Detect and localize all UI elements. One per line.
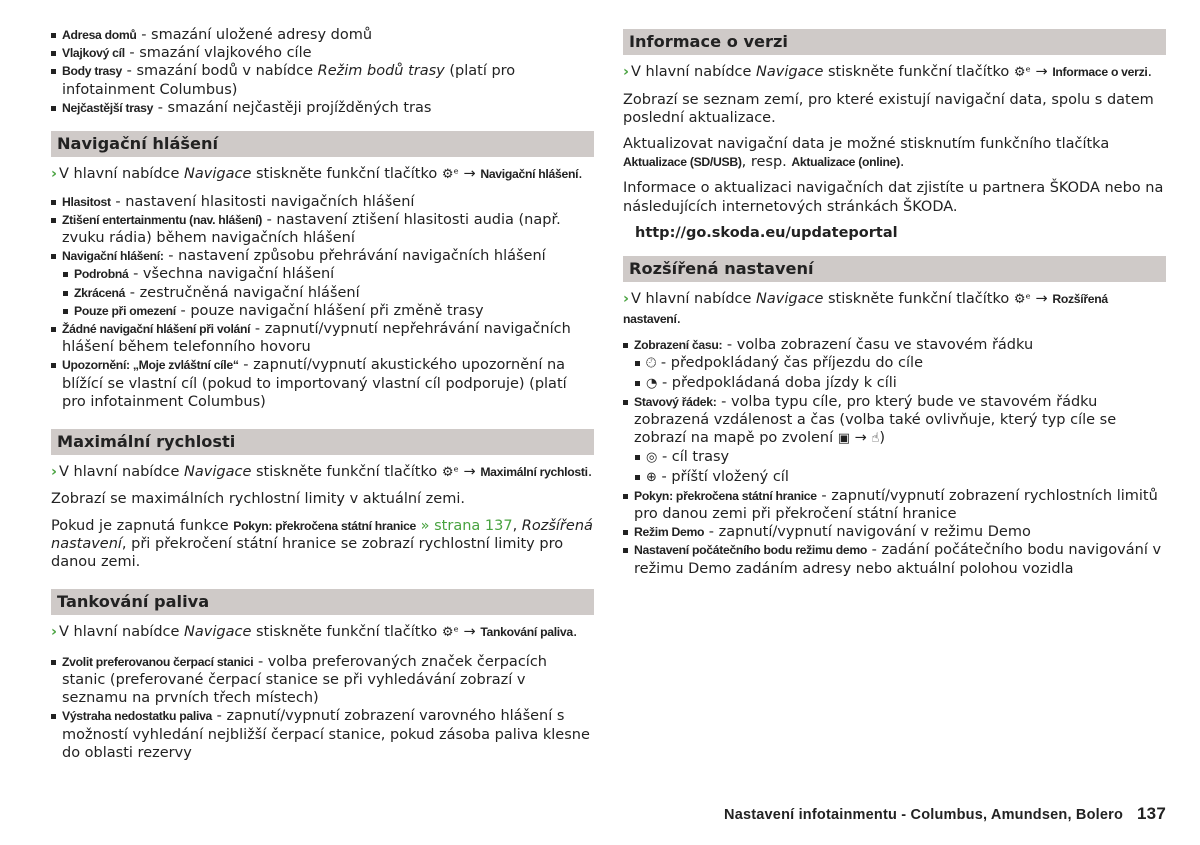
list-item: Zobrazení času: - volba zobrazení času ve stavovém řádku	[623, 336, 1166, 354]
list-item: Zvolit preferovanou čerpací stanici - volba preferovaných značek čerpacích stanic (preferované čerpací stanice se při vyhledávání zobrazí v seznamu na prvních třech místech)	[51, 653, 594, 708]
section-heading: Rozšířená nastavení	[623, 256, 1166, 282]
paragraph: Informace o aktualizaci navigačních dat zjistíte u partnera ŠKODA nebo na následujících internetových stránkách ŠKODA.	[623, 180, 1164, 215]
left-column	[51, 26, 594, 762]
settings-gear-icon: ⚙ᵉ	[441, 167, 459, 183]
step-instruction: › V hlavní nabídce Navigace stiskněte funkční tlačítko ⚙ᵉ → Rozšířená nastavení.	[623, 291, 1108, 327]
paragraph: Aktualizovat navigační data je možné stisknutím funkčního tlačítka Aktualizace (SD/USB), resp. Aktualizace (online).	[623, 135, 1110, 171]
settings-gear-icon: ⚙ᵉ	[441, 464, 459, 480]
list-item: Pokyn: překročena státní hranice - zapnutí/vypnutí zobrazení rychlostních limitů pro danou zemi při překročení státní hranice	[623, 487, 1166, 523]
section-heading: Navigační hlášení	[51, 131, 594, 157]
section-heading: Informace o verzi	[623, 29, 1166, 55]
step-arrow-icon: ›	[623, 64, 629, 80]
list-item: Nejčastější trasy - smazání nejčastěji projížděných tras	[51, 99, 594, 117]
destination-target-icon: ◎	[646, 450, 658, 466]
footer-title: Nastavení infotainmentu - Columbus, Amundsen, Bolero	[724, 807, 1124, 823]
list-item: Režim Demo - zapnutí/vypnutí navigování v režimu Demo	[623, 523, 1166, 541]
step-arrow-icon: ›	[51, 166, 57, 183]
list-item: Upozornění: „Moje zvláštní cíle“ - zapnutí/vypnutí akustického upozornění na blížící se vlastní cíl (pokud to importovaný vlastní cíl podporuje) (platí pro infotainment Columbus)	[51, 356, 594, 411]
step-instruction: › V hlavní nabídce Navigace stiskněte funkční tlačítko ⚙ᵉ → Tankování paliva.	[51, 624, 578, 641]
clock-icon: 🕘︎	[646, 356, 657, 372]
waypoint-target-icon: ⊕	[646, 469, 657, 485]
settings-gear-icon: ⚙ᵉ	[1013, 292, 1031, 308]
step-instruction: › V hlavní nabídce Navigace stiskněte funkční tlačítko ⚙ᵉ → Maximální rychlosti.	[51, 463, 593, 480]
update-portal-link[interactable]: http://go.skoda.eu/updateportal	[635, 224, 898, 241]
list-item: Ztišení entertainmentu (nav. hlášení) - nastavení ztišení hlasitosti audia (např. zvuku rádia) během navigačních hlášení	[51, 211, 594, 247]
paragraph: Zobrazí se seznam zemí, pro které existují navigační data, spolu s datem poslední aktualizace.	[623, 91, 1154, 126]
step-arrow-icon: ›	[623, 291, 629, 308]
paragraph: Zobrazí se maximálních rychlostní limity v aktuální zemi.	[51, 491, 465, 508]
sub-list-item: Zkrácená - zestručněná navigační hlášení	[51, 284, 594, 302]
sub-list-item: ⊕ - příští vložený cíl	[623, 468, 1166, 487]
right-column	[623, 29, 1166, 578]
list-item: Body trasy - smazání bodů v nabídce Režim bodů trasy (platí pro infotainment Columbus)	[51, 62, 594, 98]
step-arrow-icon: ›	[51, 624, 57, 641]
page-footer	[724, 804, 1166, 824]
list-item: Žádné navigační hlášení při volání - zapnutí/vypnutí nepřehrávání navigačních hlášení během telefonního hovoru	[51, 320, 594, 356]
paragraph: Pokud je zapnutá funkce Pokyn: překročena státní hranice » strana 137, Rozšířená nastavení, při překročení státní hranice se zobrazí rychlostní limity pro danou zemi.	[51, 517, 593, 571]
list-item: Navigační hlášení: - nastavení způsobu přehrávání navigačních hlášení	[51, 247, 594, 265]
page-link[interactable]: » strana 137	[416, 517, 513, 534]
settings-gear-icon: ⚙ᵉ	[1013, 65, 1031, 80]
step-instruction: › V hlavní nabídce Navigace stiskněte funkční tlačítko ⚙ᵉ → Informace o verzi.	[623, 64, 1153, 80]
list-item: Adresa domů - smazání uložené adresy domů	[51, 26, 594, 44]
list-item: Nastavení počátečního bodu režimu demo - zadání počátečního bodu navigování v režimu Demo zadáním adresy nebo aktuální polohou vozidla	[623, 541, 1166, 577]
list-item: Hlasitost - nastavení hlasitosti navigačních hlášení	[51, 193, 594, 211]
timer-icon: ◔	[646, 375, 658, 391]
step-arrow-icon: ›	[51, 463, 57, 480]
page-number: 137	[1137, 804, 1166, 823]
step-instruction: › V hlavní nabídce Navigace stiskněte funkční tlačítko ⚙ᵉ → Navigační hlášení.	[51, 166, 583, 183]
sub-list-item: 🕘︎ - předpokládaný čas příjezdu do cíle	[623, 354, 1166, 373]
sub-list-item: Podrobná - všechna navigační hlášení	[51, 265, 594, 283]
settings-gear-icon: ⚙ᵉ	[441, 625, 459, 641]
list-item: Vlajkový cíl - smazání vlajkového cíle	[51, 44, 594, 62]
hand-touch-icon: ☝	[871, 431, 880, 447]
list-item: Výstraha nedostatku paliva - zapnutí/vypnutí zobrazení varovného hlášení s možností vyhledání nejbližší čerpací stanice, pokud zásoba paliva klesne do oblasti rezervy	[51, 707, 594, 762]
section-heading: Maximální rychlosti	[51, 429, 594, 455]
menu-map-icon: ▣	[837, 431, 851, 447]
list-item: Stavový řádek: - volba typu cíle, pro který bude ve stavovém řádku zobrazená vzdálenost a čas (volba také ovlivňuje, který typ cíle se zobrazí na mapě po zvolení ▣ → ☝)	[623, 393, 1166, 449]
sub-list-item: Pouze při omezení - pouze navigační hlášení při změně trasy	[51, 302, 594, 320]
section-heading: Tankování paliva	[51, 589, 594, 615]
sub-list-item: ◔ - předpokládaná doba jízdy k cíli	[623, 374, 1166, 393]
sub-list-item: ◎ - cíl trasy	[623, 448, 1166, 467]
